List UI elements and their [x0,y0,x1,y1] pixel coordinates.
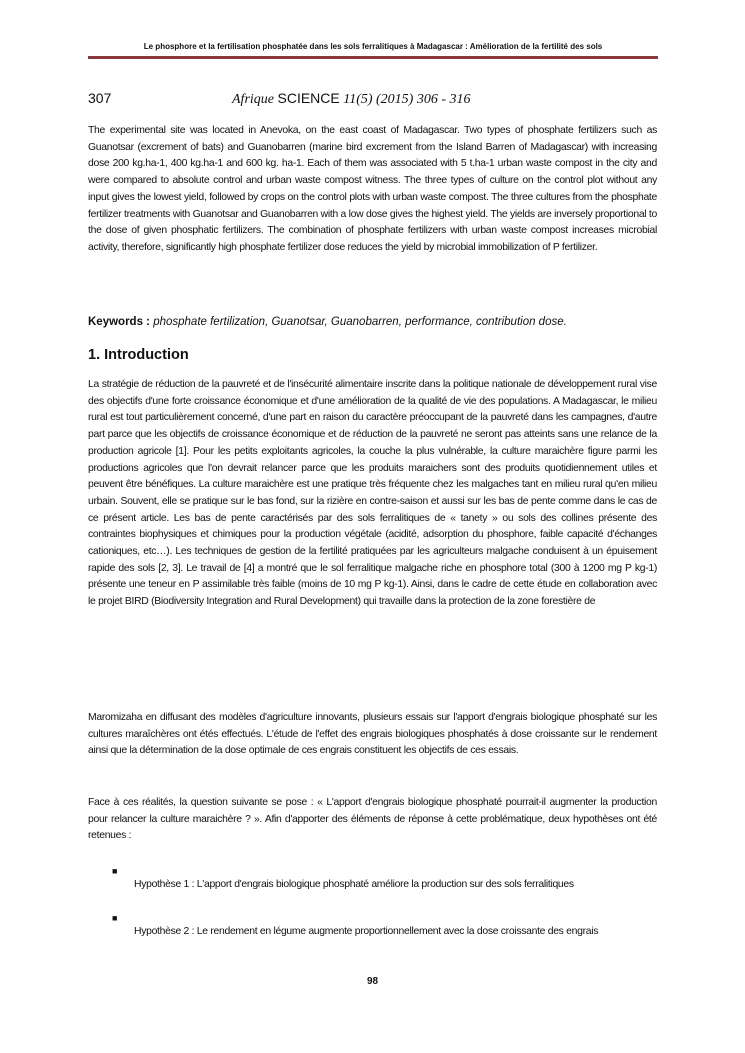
header-rule [88,56,658,59]
journal-volume: 11(5) (2015) 306 - 316 [343,92,471,107]
keywords-text: phosphate fertilization, Guanotsar, Guanobarren, performance, contribution dose. [153,316,567,328]
bullet-2: ■ [112,913,118,923]
keywords-label: Keywords : [88,316,150,328]
page-number-top: 307 [88,90,112,106]
page-number-bottom: 98 [366,976,379,987]
abstract-paragraph: The experimental site was located in Anevoka, on the east coast of Madagascar. Two types of phosphate fertilizers such as Guanotsar (excrement of bats) and Guanobarren (marine bird excrement from the Island Barren of Madagascar) with increasing dose 200 kg.ha-1, 400 kg.ha-1 and 600 kg. ha-1. Each of them was associated with 5 t.ha-1 urban waste compost in the city and were compared to absolute control and urban waste compost witness. The three types of culture on the control plot without any input gives the lowest yield, followed by crops on the control plots with urban waste compost. The three cultures from the phosphate fertilizer treatments with Guanotsar and Guanobarren with a low dose gives the highest yield. The yields are inversely proportional to the dose of given phosphatic fertilizers. The combination of phosphate fertilizers with urban waste compost increases microbial activity, therefore, significantly high phosphate fertilizer dose reduces the yield by microbial immobilization of P fertilizer. [88,125,657,253]
keywords [88,316,657,328]
hypothesis-1: Hypothèse 1 : L'apport d'engrais biologique phosphaté améliore la production sur des sols ferralitiques [134,879,574,890]
running-head: Le phosphore et la fertilisation phosphatée dans les sols ferralitiques à Madagascar : Amélioration de la fertilité des sols [143,42,603,51]
intro-paragraph-2: Maromizaha en diffusant des modèles d'agriculture innovants, plusieurs essais sur l'apport d'engrais biologique phosphaté sur les cultures maraîchères ont étés effectués. L'étude de l'effet des engrais biologiques phosphatés à dose croissante sur le rendement ainsi que la détermination de la dose optimale de ces engrais constituent les objectifs de ces essais. [88,712,657,757]
bullet-1: ■ [112,866,118,876]
hypothesis-2: Hypothèse 2 : Le rendement en légume augmente proportionnellement avec la dose croissante des engrais [134,926,599,937]
intro-paragraph-3: Face à ces réalités, la question suivante se pose : « L'apport d'engrais biologique phosphaté pourrait-il augmenter la production pour relancer la culture maraichère ? ». Afin d'apporter des éléments de réponse à cette problématique, deux hypothèses ont été retenues : [88,797,657,842]
journal-name-italic: Afrique [232,92,274,107]
journal-name-caps: SCIENCE [277,90,340,106]
journal-citation [232,90,471,108]
section-heading: 1. Introduction [88,347,189,363]
intro-paragraph-1: La stratégie de réduction de la pauvreté et de l'insécurité alimentaire inscrite dans la politique nationale de développement rural vise des objectifs d'une forte croissance économique et d'une amélioration de la qualité de vie des populations. A Madagascar, le milieu rural est tout particulièrement concerné, d'une part en raison du caractère préoccupant de la pauvreté dans les campagnes, d'autre part parce que les objectifs de croissance économique et de réduction de la pauvreté ne seront pas atteints sans une relance de la production agricole [1]. Pour les petits exploitants agricoles, la couche la plus vulnérable, la culture maraichère figure parmi les productions agricoles que l'on devrait relancer parce que les produits maraichers sont des produits quotidiennement utiles et peuvent être bénéfiques. La culture maraichère est une pratique très fréquente chez les malgaches tant en milieu rural qu'en milieu urbain. Souvent, elle se pratique sur le bas fond, sur la rizière en contre-saison et aussi sur les bas de pente comme dans le cas de ce présent article. Les bas de pente caractérisés par des sols ferralitiques de « tanety » ou sols des collines présente des contraintes biophysiques et chimiques pour la production végétale (acidité, adsorption du phosphore, faible capacité d'échanges cationiques, etc…). Les techniques de gestion de la fertilité pratiquées par les agriculteurs malgache conduisent à un épuisement rapide des sols [2, 3]. Le travail de [4] a montré que le sol ferralitique malgache riche en phosphore total (300 à 1200 mg P kg-1) présente une teneur en P assimilable très faible (moins de 10 mg P kg-1). Ainsi, dans le cadre de cette étude en collaboration avec le projet BIRD (Biodiversity Integration and Rural Development) qui travaille dans la protection de la zone forestière de [88,379,657,608]
